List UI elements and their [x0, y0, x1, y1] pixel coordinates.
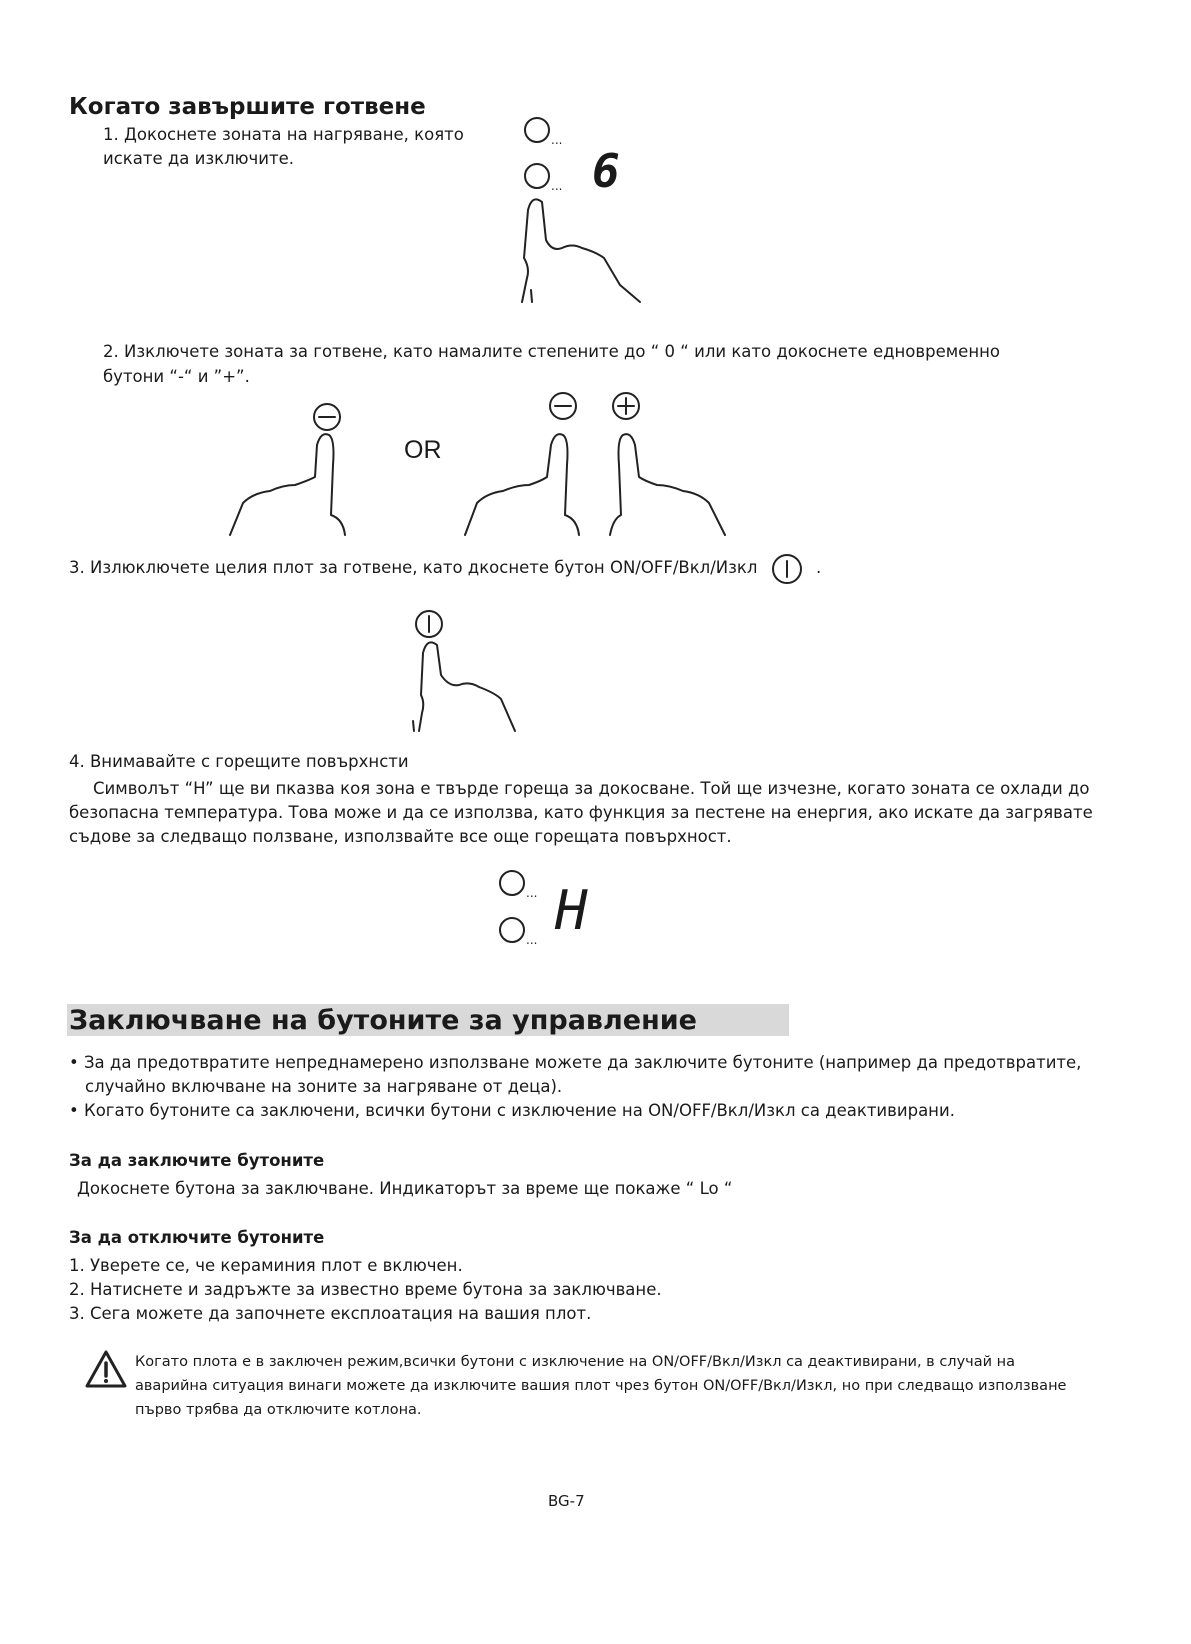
section-title-lock: Заключване на бутоните за управление: [69, 1005, 697, 1036]
step4-line1: Символът “H” ще ви пказва коя зона е твърде гореща за докосване. Той ще изчезне, когато зоната се охлади до: [93, 779, 1090, 798]
warning-line2: аварийна ситуация винаги можете да изключите вашия плот чрез бутон ON/OFF/Вкл/Изкл, но при следващо използване: [135, 1378, 1067, 1394]
svg-text:...: ...: [551, 133, 563, 147]
step1-line2: искате да изключите.: [103, 149, 295, 168]
unlock-step2: 2. Натиснете и задръжте за известно време бутона за заключване.: [69, 1280, 662, 1299]
zone-circle-icon: [500, 871, 537, 900]
pointing-hand-icon: [522, 199, 640, 302]
step4-line2: безопасна температура. Това може и да се използва, като функция за пестене на енергия, ако искате да загрявате: [69, 803, 1093, 822]
pointing-hand-icon: [465, 434, 579, 535]
unlock-step1: 1. Уверете се, че кераминия плот е включен.: [69, 1256, 463, 1275]
minus-circle-icon: [550, 393, 576, 419]
hot-symbol: H: [555, 879, 588, 942]
bullet1-line2: случайно включване на зоните за нагряване от деца).: [85, 1077, 563, 1096]
bullet1-line1: • За да предотвратите непреднамерено използване можете да заключите бутоните (например да предотвратите,: [69, 1053, 1082, 1072]
step3-end: .: [816, 558, 822, 577]
lock-title: За да заключите бутоните: [69, 1151, 325, 1170]
svg-text:...: ...: [526, 933, 538, 947]
page-number: BG-7: [548, 1492, 585, 1510]
minus-circle-icon: [314, 404, 340, 430]
power-icon: [416, 611, 442, 637]
or-label: OR: [404, 436, 442, 464]
pointing-hand-icon: [413, 642, 515, 731]
step2-line2: бутони “-“ и ”+”.: [103, 367, 250, 386]
bullet2: • Когато бутоните са заключени, всички бутони с изключение на ON/OFF/Вкл/Изкл са деактивирани.: [69, 1101, 955, 1120]
warning-line3: първо трябва да отключите котлона.: [135, 1402, 422, 1418]
hot-zone-illustration: [495, 866, 555, 951]
zone-circle-icon: [525, 118, 562, 147]
pointing-hand-icon: [610, 434, 725, 535]
minus-plus-illustration: [225, 395, 745, 540]
step2-line1: 2. Изключете зоната за готвене, като намалите степените до “ 0 “ или като докоснете едновременно: [103, 342, 1001, 361]
pointing-hand-icon: [230, 434, 345, 535]
zone-touch-illustration: [500, 110, 660, 310]
section-title-finish-cooking: Когато завършите готвене: [69, 94, 426, 120]
svg-text:...: ...: [526, 886, 538, 900]
step4-line3: съдове за следващо ползване, използвайте все още горещата повърхност.: [69, 827, 732, 846]
step3-text: 3. Излюключете целия плот за готвене, като дкоснете бутон ON/OFF/Вкл/Изкл: [69, 558, 758, 577]
warning-triangle-icon: [84, 1349, 128, 1389]
power-icon: [770, 552, 804, 586]
unlock-step3: 3. Сега можете да започнете експлоатация на вашия плот.: [69, 1304, 592, 1323]
zone-circle-icon: [500, 918, 537, 947]
power-touch-illustration: [405, 605, 525, 735]
warning-line1: Когато плота е в заключен режим,всички бутони с изключение на ON/OFF/Вкл/Изкл са деактивирани, в случай на: [135, 1354, 1016, 1370]
plus-circle-icon: [613, 393, 639, 419]
display-digit: 6: [592, 144, 620, 198]
unlock-title: За да отключите бутоните: [69, 1228, 325, 1247]
lock-text: Докоснете бутона за заключване. Индикаторът за време ще покаже “ Lo “: [77, 1179, 733, 1198]
zone-circle-icon: [525, 164, 562, 193]
svg-text:...: ...: [551, 179, 563, 193]
step4-title: 4. Внимавайте с горещите повърхнсти: [69, 752, 409, 771]
step1-line1: 1. Докоснете зоната на нагряване, която: [103, 125, 464, 144]
